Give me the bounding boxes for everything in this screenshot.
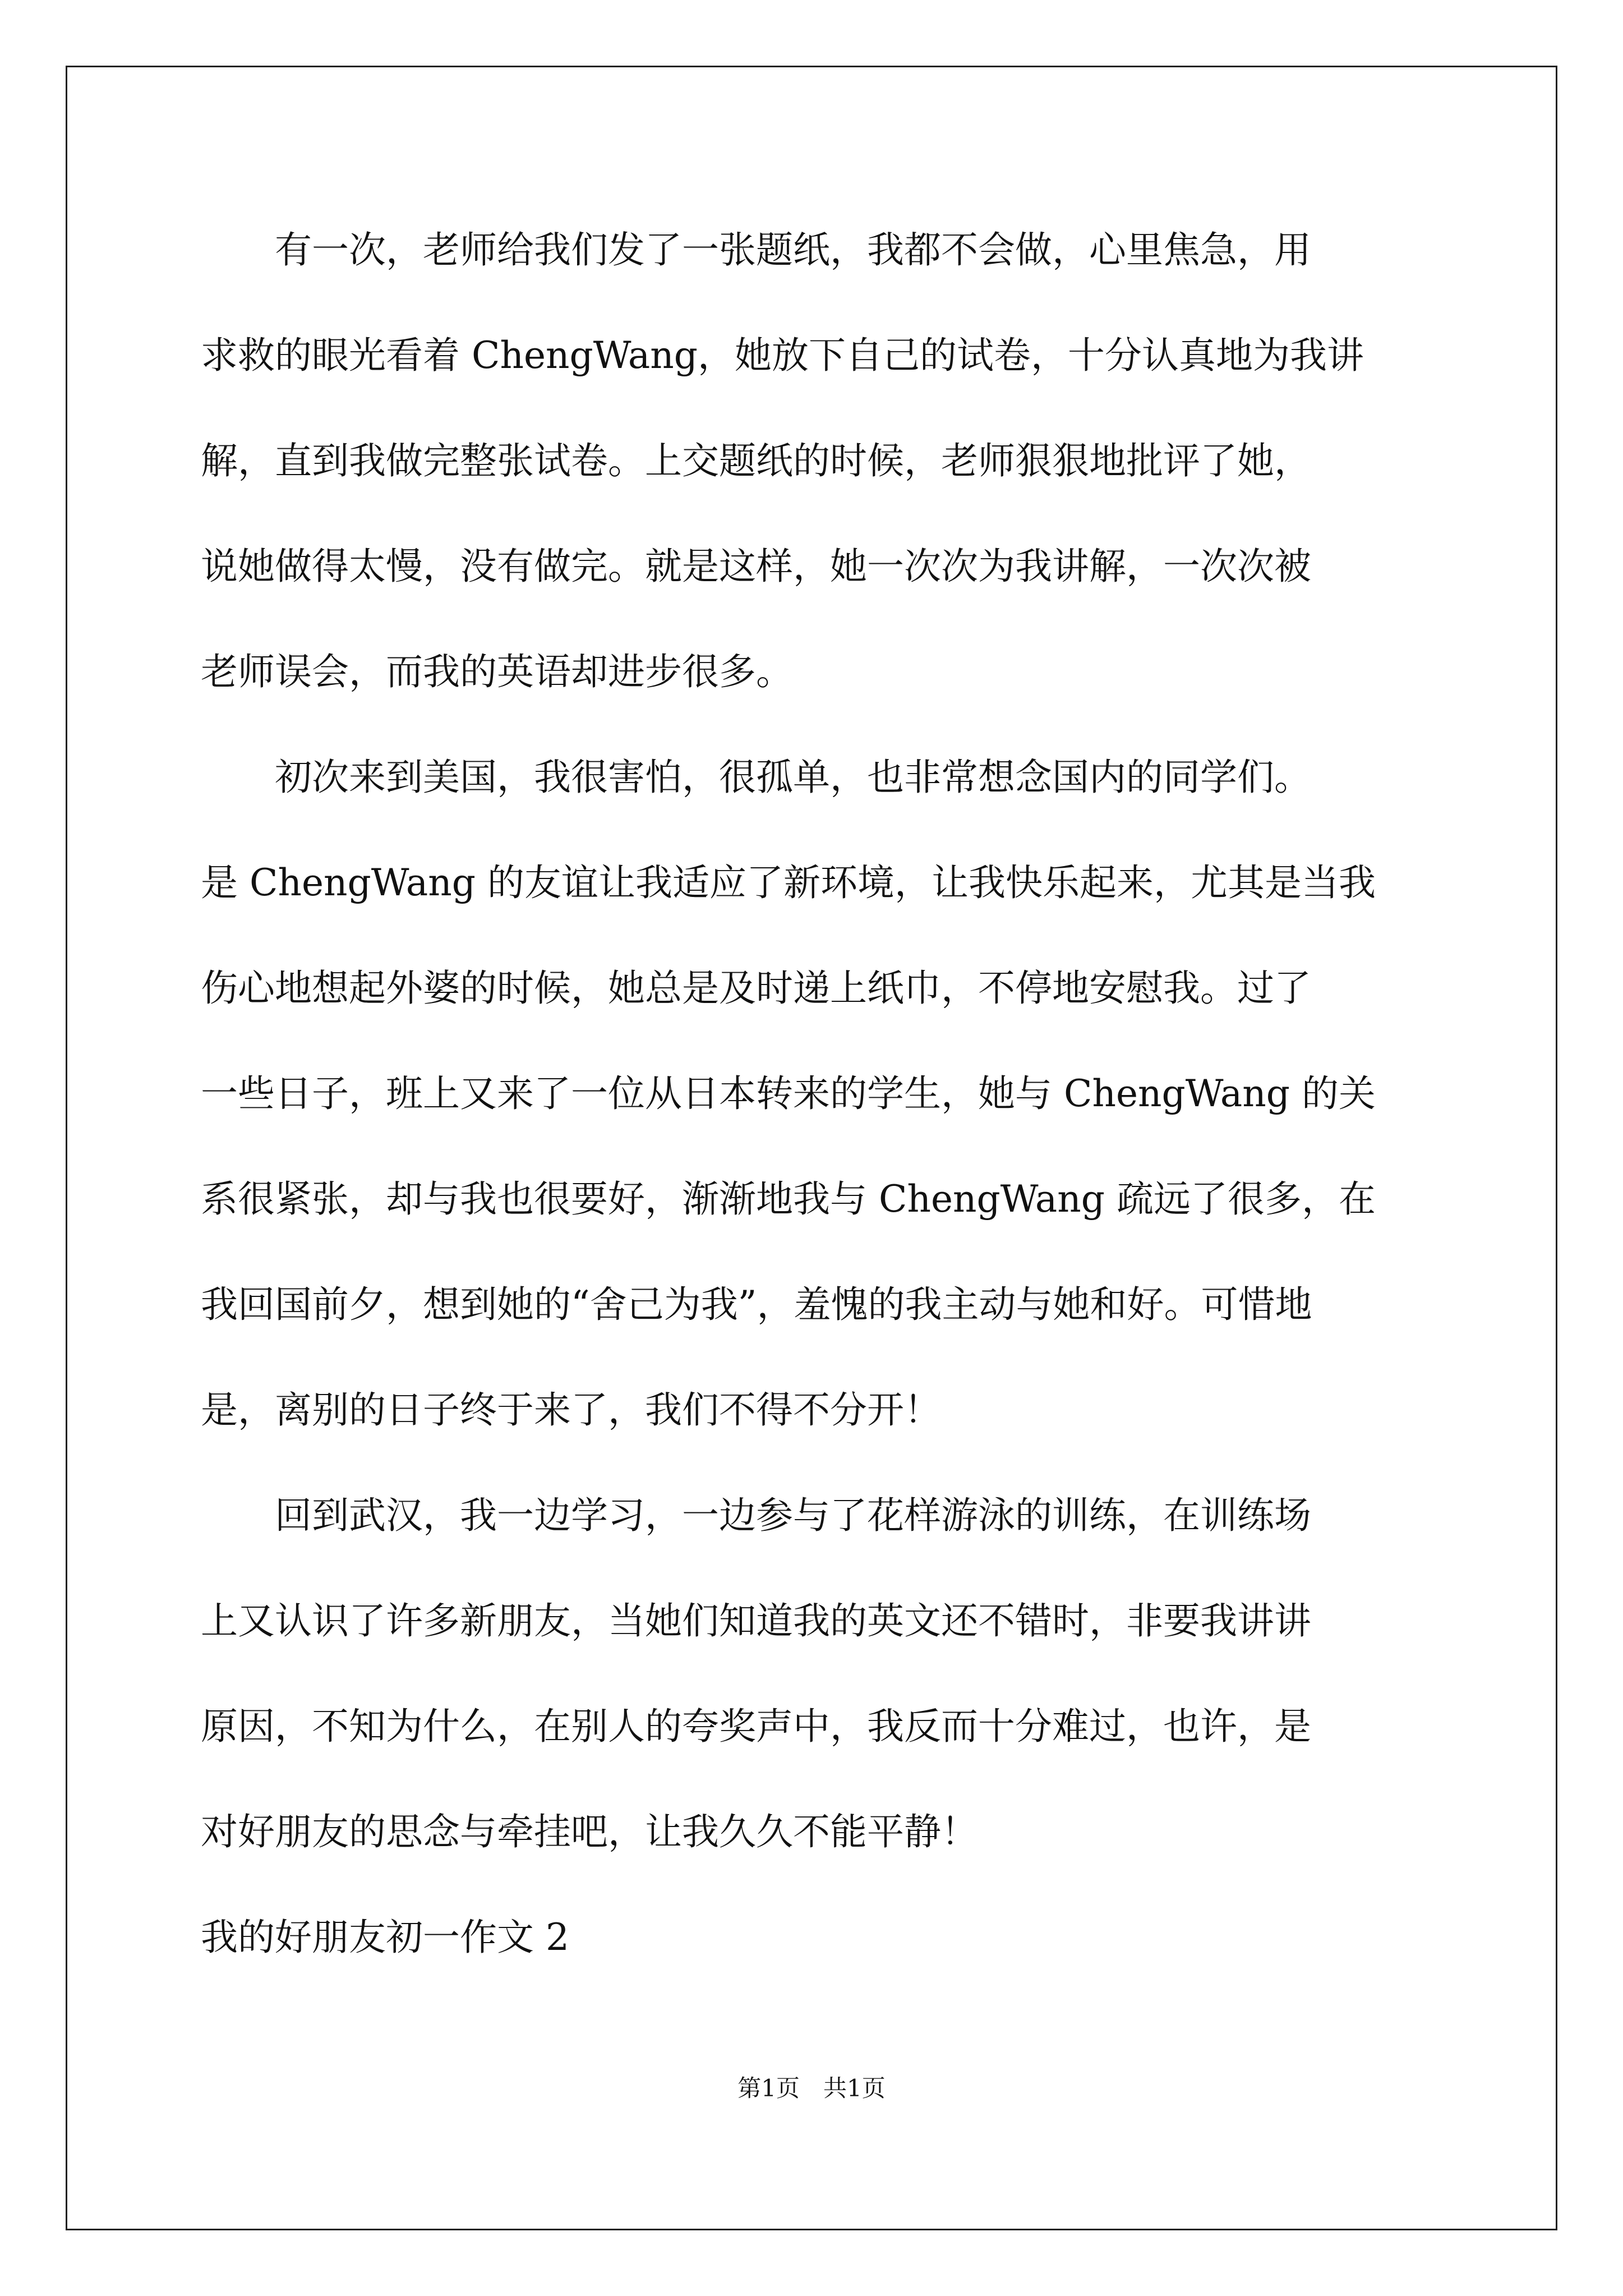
text-line: 初次来到美国，我很害怕，很孤单，也非常想念国内的同学们。 [201, 756, 1311, 799]
text-line: 是，离别的日子终于来了，我们不得不分开！ [201, 1388, 941, 1432]
document-body [201, 222, 1423, 2015]
text-line: 一些日子，班上又来了一位从日本转来的学生，她与 ChengWang 的关 [201, 1072, 1376, 1115]
text-line: 原因，不知为什么，在别人的夸奖声中，我反而十分难过，也许，是 [201, 1705, 1311, 1748]
text-line: 上又认识了许多新朋友，当她们知道我的英文还不错时，非要我讲讲 [201, 1599, 1311, 1642]
page-footer: 第1页 共1页 [737, 2074, 886, 2102]
text-line: 回到武汉，我一边学习，一边参与了花样游泳的训练，在训练场 [201, 1494, 1311, 1537]
text-line: 对好朋友的思念与牵挂吧，让我久久不能平静！ [201, 1810, 978, 1853]
text-line: 我回国前夕，想到她的“舍己为我”，羞愧的我主动与她和好。可惜地 [201, 1283, 1312, 1326]
text-line: 求救的眼光看着 ChengWang，她放下自己的试卷，十分认真地为我讲 [201, 334, 1364, 377]
section-heading: 我的好朋友初一作文 2 [201, 1916, 569, 1959]
text-line: 系很紧张，却与我也很要好，渐渐地我与 ChengWang 疏远了很多，在 [201, 1177, 1376, 1221]
text-line: 说她做得太慢，没有做完。就是这样，她一次次为我讲解，一次次被 [201, 545, 1311, 588]
text-line: 是 ChengWang 的友谊让我适应了新环境，让我快乐起来，尤其是当我 [201, 861, 1376, 904]
text-line: 老师误会，而我的英语却进步很多。 [201, 650, 793, 693]
text-line: 有一次，老师给我们发了一张题纸，我都不会做，心里焦急，用 [201, 228, 1311, 272]
text-line: 解，直到我做完整张试卷。上交题纸的时候，老师狠狠地批评了她， [201, 439, 1311, 482]
text-line: 伤心地想起外婆的时候，她总是及时递上纸巾，不停地安慰我。过了 [201, 967, 1311, 1010]
